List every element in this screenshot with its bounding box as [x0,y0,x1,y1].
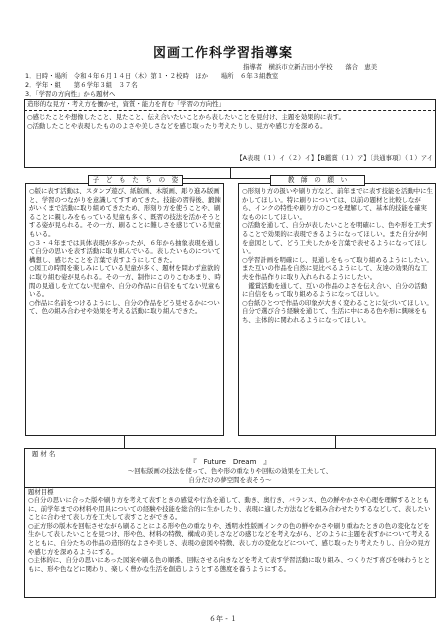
children-header: 子 ど も た ち の 姿 [88,175,183,186]
goals-body: ○自分の思いに合った版や刷り方を考えて表すときの感覚や行為を通して、動き、奥行き、バランス、色の鮮やかさや心理を理解するとともに、前学年までの材料や用具についての経験や技能を総合的に生かしたり、表現に適した方法などを組み合わせたりするなどして、表したいことに合わせて表し方を工夫して表すことができる。 ○正方形の版木を回転させながら刷ることによる形や色の重なりや、透明水性版画インクの色の鮮やかさや刷り重ねたときの色の変化などを生かして表したいことを見つけ、形や色、材料の特徴、構成の美しさなどの感じなどを考えながら、どのように主題を表すかについて考えるとともに、自分たちの作品の造形的なよさや美しさ、表現の意図や特徴、表し方の変化などについて、感じ取ったり考えたりし、自分の見方や感じ方を深めるようにする。 ○主体的に、自分の思いにあった図案や刷る色の順番、回転させる向きなどを考えて表す学習活動に取り組み、つくりだす喜びを味わうとともに、形や色などに関わり、楽しく豊かな生活を創造しようとする態度を養うようにする。 [28,496,431,573]
teacher-body: ○形刻り方の扱いや刷り方など、前年までに表す技能を活動中に生かしてほしい。特に刷りについては、以前の題材と比較しながら、インクの特性や刷り方のこつを理解して、基本的技能を確実なものにしてほしい。 ○活動を通して、自分が表したいことを明確にし、色や形を工夫することで効果的に表現できるようになってほしい。また自分が何を意図として、どう工夫したかを言葉で表せるようになってほしい。 ○学習計画を明確にし、見通しをもって取り組めるようにしたい。また互いの作品を自然に見比べるようにして、友達の効果的な工夫を作品作りに取り入れられるようにしたい。 鑑賞活動を通して、互いの作品のよさを伝え合い、自分の活動に自信をもって取り組めるようになってほしい。 ○台紙ひとつで作品の印象が大きく変わることに気づいてほしい。自分で選び合う経験を通じて、生活に中にある色や形に興味をもち、主体的に関われるようになってほしい。 [242,187,433,324]
info-section3: 3．「学習の方向性」から題材へ [25,90,116,98]
connector-line [230,168,231,178]
children-body: ○版に表す活動は、スタンプ遊び、紙版画、木版画、彫り進み版画と、学習のつながりを意識してすすめてきた。技能の習得後、鍛錬がいくまで活動に取り組めてきたため、形刻り方を使うことや、刷ることに親しみをもっている児童も多く、既習の技法を活かそうとする姿が見られる。その一方、刷ることに難しさを感じている児童もいる。 ○３・４年までは具体表現が多かったが、６年から抽象表現を通して自分の思いを表す活動に取り組んでいる。表したいものについて構想し、感じたことを言葉で表すようにしてきた。 ○図工の時間を楽しみにしている児童が多く、題材を問わず意欲的に取り組む姿が見られる。その一方、制作にこのりこむあまり、時間の見通しを立てない児童や、自分の作品に自信をもてない児童もいる。 ○作品に名前をつけるようにし、自分の作品をどう見せるかについて、色の組み合わせや効果を考える活動に取り組んできた。 [29,187,221,316]
page-number: ６年 - １ [209,615,237,623]
subject-subtitle: ～回転版画の技法を使って、色や形の重なりや回転の効果を工夫して、 自分だけの夢空間を表そう～ [127,467,333,484]
direction-tag: 【A表現（１）イ（２）イ】【B鑑賞（１）ア】〔共通事項〕（１）アイ [236,154,433,162]
page-title: 図画工作科学習指導案 [152,46,293,61]
goals-label: 題材目標 [28,488,54,496]
direction-body: ○感じたことや想像したこと、見たこと、伝え合いたいことから表したいことを見付け、主題を効果的に表す。 ○活動したことや表現したもののよさや美しさなどを感じ取ったり考えたりし、見方や感じ方を深める。 [27,113,345,130]
arrow-shaft [124,436,125,448]
author-line: 指導者 横浜市立新吉田小学校 落合 恵美 [243,63,378,71]
subject-name: 『 Future Dream 』 [189,458,271,466]
info-grade: 2．学年・組 第６学年３組 ３７名 [25,81,138,89]
teacher-header: 教 師 の 願 い [270,175,365,186]
arrow-shaft [335,436,336,448]
info-datetime: 1．日時・場所 令和４年６月１４日（木）第１・２校時 ほか 場所 ６年３組教室 [25,72,279,80]
direction-heading: 造形的な見方・考え方を働かせ，資質・能力を育む「学習の方向性」 [27,100,225,108]
direction-divider [24,110,436,111]
subject-label: 題 材 名 [32,450,56,458]
